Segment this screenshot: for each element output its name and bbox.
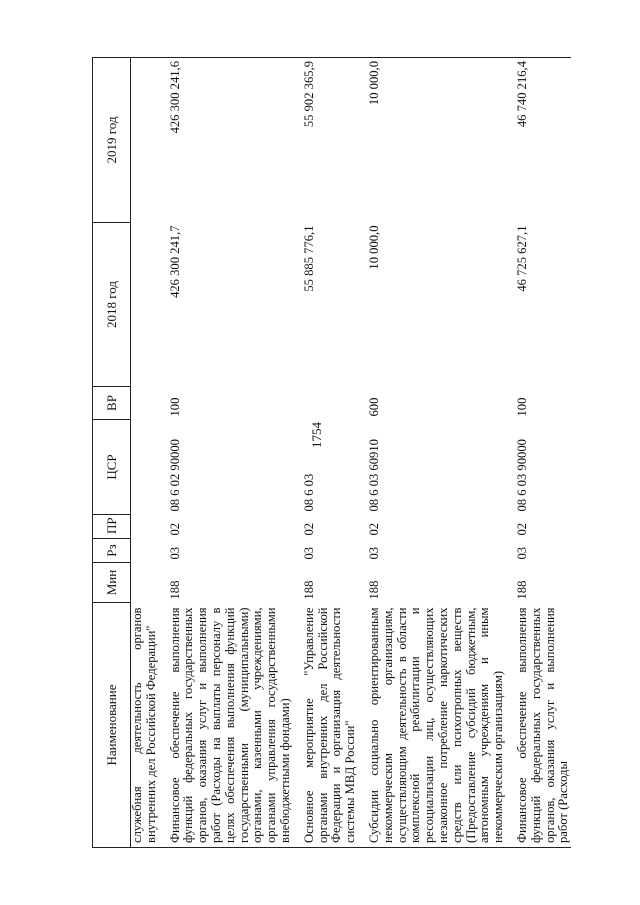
table-row (358, 58, 506, 848)
header-name: Наименование (93, 603, 131, 848)
table-row (506, 58, 571, 848)
row-name: Основное мероприятие "Управление органами внутренних дел Российской Федерации и организация деятельности системы МВД России" (293, 603, 358, 848)
page-number: 1754 (309, 422, 324, 448)
row-pr: 02 (514, 522, 529, 536)
row-vr: 600 (366, 397, 381, 417)
table-row (131, 58, 159, 848)
row-rz: 03 (366, 546, 381, 560)
row-name: Финансовое обеспечение выполнения функций федеральных государственных органов, оказания услуг и выполнения работ (Расходы (506, 603, 571, 848)
row-min: 188 (514, 580, 529, 600)
row-2018: 426 300 241,7 (167, 225, 182, 298)
header-vr: ВР (93, 387, 131, 420)
row-csr: 08 6 03 60910 (366, 439, 381, 512)
budget-table-rotated (92, 58, 597, 848)
row-rz (131, 539, 159, 563)
row-vr (293, 387, 358, 420)
row-rz: 03 (514, 546, 529, 560)
row-min: 188 (167, 580, 182, 600)
row-2018 (131, 223, 159, 387)
row-vr: 100 (514, 397, 529, 417)
header-csr: ЦСР (93, 420, 131, 515)
row-name: служебная деятельность органов внутренних дел Российской Федерации" (131, 603, 159, 848)
row-name: Финансовое обеспечение выполнения функций федеральных государственных органов, оказания услуг и выполнения работ (Расходы на выплаты персоналу в целях обеспечения выполнения функций государственными (муниципальными) органами, казенными учреждениями, органами управления государственными внебюджетными фондами) (159, 603, 293, 848)
row-min: 188 (301, 580, 316, 600)
budget-table (92, 57, 571, 848)
row-2018: 55 885 776,1 (301, 225, 316, 292)
header-2018: 2018 год (93, 223, 131, 387)
header-rz: Рз (93, 539, 131, 563)
row-min (131, 563, 159, 603)
row-2019: 46 740 216,4 (506, 58, 571, 223)
row-pr: 02 (167, 522, 182, 536)
row-csr (131, 420, 159, 515)
row-2018: 10 000,0 (366, 225, 381, 270)
row-vr: 100 (167, 397, 182, 417)
row-pr: 02 (366, 522, 381, 536)
table-row (293, 58, 358, 848)
row-pr (131, 515, 159, 539)
row-pr: 02 (301, 522, 316, 536)
row-2019: 426 300 241,6 (159, 58, 293, 223)
row-csr: 08 6 02 90000 (167, 439, 182, 512)
row-rz: 03 (167, 546, 182, 560)
header-2019: 2019 год (93, 58, 131, 223)
row-rz: 03 (301, 546, 316, 560)
row-csr: 08 6 03 (301, 473, 316, 512)
row-vr (131, 387, 159, 420)
row-2019 (131, 58, 159, 223)
table-header-row (93, 58, 131, 848)
row-csr: 08 6 03 90000 (514, 439, 529, 512)
row-2018: 46 725 627,1 (514, 225, 529, 292)
row-name: Субсидии социально ориентированным некоммерческим организациям, осуществляющим деятельность в области комплексной реабилитации и ресоциализации лиц, осуществляющих незаконное потребление наркотических средств или психотропных веществ (Предоставление субсидий бюджетным, автономным учреждениям и иным некоммерческим организациям) (358, 603, 506, 848)
row-2019: 10 000,0 (358, 58, 506, 223)
header-min: Мин (93, 563, 131, 603)
header-pr: ПР (93, 515, 131, 539)
row-2019: 55 902 365,9 (293, 58, 358, 223)
table-row (159, 58, 293, 848)
row-min: 188 (366, 580, 381, 600)
